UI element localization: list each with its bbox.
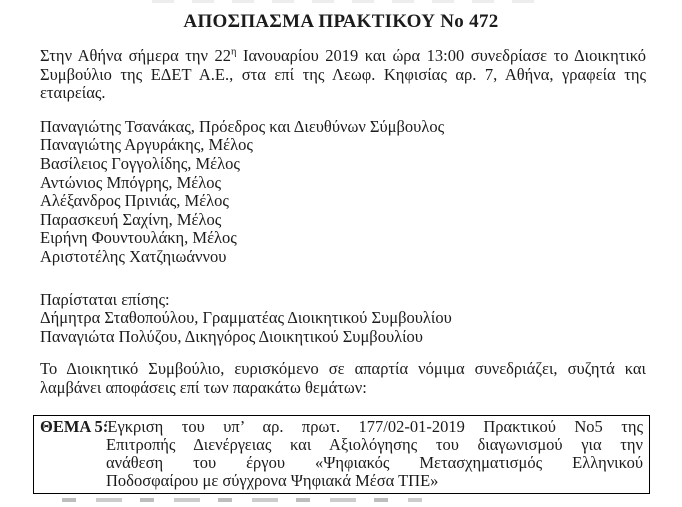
quorum-paragraph (40, 360, 646, 397)
intro-line-1-text: Στην Αθήνα σήμερα την 22 (40, 46, 231, 65)
topic-5-line: Επιτροπής Διενέργειας και Αξιολόγησης του διαγωνισμού για την (106, 434, 643, 454)
quorum-line-1: Το Διοικητικό Συμβούλιο, ευρισκόμενο σε απαρτία νόμιμα συνεδριάζει, συζητά και (40, 359, 646, 379)
clipped-text-remnant (62, 498, 422, 502)
also-present-section (40, 291, 646, 347)
intro-line-3: εταιρείας. (40, 83, 106, 103)
attendee-line: Παρασκευή Σαχίνη, Μέλος (40, 209, 222, 229)
clipped-header-remnant (152, 0, 552, 3)
also-present-line: Παναγιώτα Πολύζου, Δικηγόρος Διοικητικού Συμβουλίου (40, 326, 423, 346)
attendee-line: Παναγιώτης Τσανάκας, Πρόεδρος και Διευθύνων Σύμβουλος (40, 116, 445, 136)
intro-line-1-rest: Ιανουαρίου 2019 και ώρα 13:00 συνεδρίασε το Διοικητικό (242, 46, 646, 65)
topic-5-box (33, 415, 650, 495)
attendee-line: Ειρήνη Φουντουλάκη, Μέλος (40, 228, 237, 248)
intro-line-2: Συμβούλιο της ΕΔΕΤ Α.Ε., στα επί της Λεωφ. Κηφισίας αρ. 7, Αθήνα, γραφεία της (40, 64, 646, 84)
topic-5-text (106, 418, 643, 491)
attendees-list (40, 118, 646, 267)
attendee-line: Βασίλειος Γογγολίδης, Μέλος (40, 153, 240, 173)
document-title: ΑΠΟΣΠΑΣΜΑ ΠΡΑΚΤΙΚΟΥ Νο 472 (183, 11, 499, 32)
topic-5-label: ΘΕΜΑ 5: (40, 416, 109, 436)
intro-paragraph (40, 47, 646, 103)
attendee-line: Αριστοτέλης Χατζηιωάννου (40, 246, 227, 266)
topic-5-line: ανάθεση του έργου «Ψηφιακός Μετασχηματισμός Ελληνικού (106, 452, 643, 472)
topic-5-line: Έγκριση του υπ’ αρ. πρωτ. 177/02-01-2019 Πρακτικού Νο5 της (106, 416, 643, 436)
attendee-line: Αντώνιος Μπόγρης, Μέλος (40, 172, 222, 192)
topic-5-line: Ποδοσφαίρου με σύγχρονα Ψηφιακά Μέσα ΤΠΕ» (106, 471, 439, 491)
also-present-heading: Παρίσταται επίσης: (40, 289, 170, 309)
attendee-line: Παναγιώτης Αργυράκης, Μέλος (40, 135, 253, 155)
attendee-line: Αλέξανδρος Πρινιάς, Μέλος (40, 191, 229, 211)
also-present-line: Δήμητρα Σταθοπούλου, Γραμματέας Διοικητικού Συμβουλίου (40, 308, 452, 328)
date-ordinal-superscript: η (231, 46, 237, 58)
intro-line-1 (40, 47, 646, 66)
quorum-line-2: λαμβάνει αποφάσεις επί των παρακάτω θεμάτων: (40, 377, 367, 397)
